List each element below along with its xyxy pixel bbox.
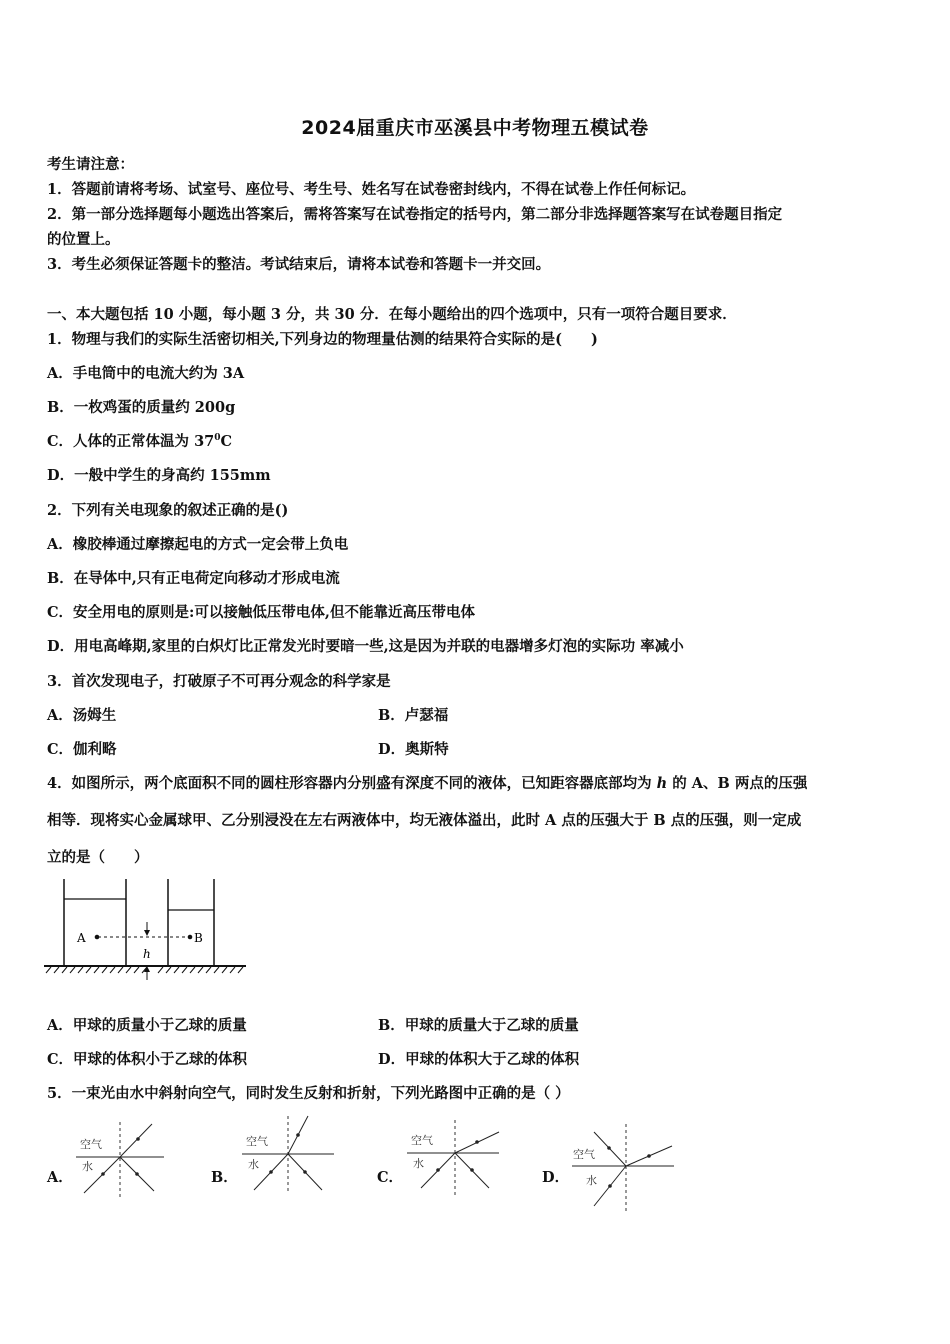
- water-label: 水: [413, 1157, 424, 1170]
- q4-stem-line-2: 相等．现将实心金属球甲、乙分别浸没在左右两液体中，均无液体溢出，此时 A 点的压强大于 B 点的压强，则一定成: [47, 812, 802, 829]
- q4-stem-line-3: 立的是（ ）: [47, 849, 149, 866]
- water-label: 水: [82, 1160, 93, 1173]
- q1-option-a: A．手电筒中的电流大约为 3A: [47, 365, 245, 382]
- q5-option-c-label: C．: [377, 1169, 404, 1186]
- q5-option-b-label: B．: [211, 1169, 238, 1186]
- ray-arrow-dot: [135, 1172, 139, 1176]
- q5-figure-d: [570, 1122, 676, 1214]
- ray-arrow-dot: [269, 1170, 273, 1174]
- q1-option-c-text: C．人体的正常体温为 37: [47, 433, 215, 450]
- h-arrowhead-top: [144, 930, 150, 936]
- point-a-dot: [95, 935, 100, 940]
- ray-arrow-dot: [436, 1168, 440, 1172]
- q1-option-c-sup: 0: [214, 433, 221, 444]
- ray-arrow-dot: [470, 1168, 474, 1172]
- q1-option-c: [47, 430, 232, 451]
- q5-option-d-label: D．: [542, 1169, 570, 1186]
- notice-item-2-cont: 的位置上。: [47, 231, 120, 248]
- ground-hatching: [46, 967, 243, 973]
- q5-figure-a: [74, 1120, 166, 1200]
- q3-option-a: A．汤姆生: [47, 707, 117, 724]
- air-label: 空气: [411, 1134, 433, 1147]
- q2-stem: 2．下列有关电现象的叙述正确的是(): [47, 502, 289, 519]
- section-1-heading: 一、本大题包括 10 小题，每小题 3 分，共 30 分．在每小题给出的四个选项中，只有一项符合题目要求．: [47, 306, 737, 323]
- ray-arrow-dot: [303, 1170, 307, 1174]
- ray-arrow-dot: [136, 1137, 140, 1141]
- q4-option-d: D．甲球的体积大于乙球的体积: [378, 1051, 580, 1068]
- left-container-walls: [64, 879, 126, 966]
- notice-heading: 考生请注意：: [47, 156, 134, 173]
- q1-option-b: B．一枚鸡蛋的质量约 200g: [47, 399, 236, 416]
- q2-option-b: B．在导体中,只有正电荷定向移动才形成电流: [47, 570, 340, 587]
- ray-arrow-dot: [608, 1184, 612, 1188]
- q2-option-a: A．橡胶棒通过摩擦起电的方式一定会带上负电: [47, 536, 349, 553]
- q2-option-c: C．安全用电的原则是:可以接触低压带电体,但不能靠近高压带电体: [47, 604, 475, 621]
- ray-arrow-dot: [296, 1133, 300, 1137]
- q5-option-a-label: A．: [47, 1169, 73, 1186]
- q4-option-a: A．甲球的质量小于乙球的质量: [47, 1017, 247, 1034]
- point-b-dot: [188, 935, 193, 940]
- q5-stem: 5．一束光由水中斜射向空气，同时发生反射和折射，下列光路图中正确的是（ ）: [47, 1085, 570, 1102]
- q3-option-d: D．奥斯特: [378, 741, 449, 758]
- notice-item-2: 2．第一部分选择题每小题选出答案后，需将答案写在试卷指定的括号内，第二部分非选择题答案写在试卷题目指定: [47, 206, 783, 223]
- q3-stem: 3．首次发现电子，打破原子不可再分观念的科学家是: [47, 673, 391, 690]
- air-label: 空气: [246, 1135, 268, 1148]
- ray-arrow-dot: [101, 1172, 105, 1176]
- page-title: 2024届重庆市巫溪县中考物理五模试卷: [301, 117, 649, 139]
- water-label: 水: [586, 1174, 597, 1187]
- notice-item-1: 1．答题前请将考场、试室号、座位号、考生号、姓名写在试卷密封线内，不得在试卷上作任何标记。: [47, 181, 696, 198]
- ray-arrow-dot: [607, 1146, 611, 1150]
- refracted-ray: [120, 1124, 152, 1157]
- right-container-walls: [168, 879, 214, 966]
- q3-option-c: C．伽利略: [47, 741, 117, 758]
- q1-stem: 1．物理与我们的实际生活密切相关,下列身边的物理量估测的结果符合实际的是( ): [47, 331, 598, 348]
- ray-arrow-dot: [475, 1140, 479, 1144]
- air-label: 空气: [573, 1148, 595, 1161]
- q5-figure-c: [405, 1118, 501, 1198]
- q4-stem-line-1: [47, 772, 807, 793]
- q4-option-b: B．甲球的质量大于乙球的质量: [378, 1017, 579, 1034]
- q1-option-d: D．一般中学生的身高约 155mm: [47, 467, 271, 484]
- q2-option-d: D．用电高峰期,家里的白炽灯比正常发光时要暗一些,这是因为并联的电器增多灯泡的实际功 率减小: [47, 638, 684, 655]
- q4-stem-h: h: [656, 775, 668, 792]
- h-label: h: [143, 947, 151, 961]
- notice-item-3: 3．考生必须保证答题卡的整洁。考试结束后，请将本试卷和答题卡一并交回。: [47, 256, 551, 273]
- ray-arrow-dot: [647, 1154, 651, 1158]
- q4-option-c: C．甲球的体积小于乙球的体积: [47, 1051, 248, 1068]
- air-label: 空气: [80, 1138, 102, 1151]
- q4-stem-text-2: 的 A、B 两点的压强: [667, 775, 808, 792]
- water-label: 水: [248, 1158, 259, 1171]
- q4-stem-text-1: 4．如图所示，两个底面积不同的圆柱形容器内分别盛有深度不同的液体，已知距容器底部均为: [47, 775, 657, 792]
- q5-figure-b: [240, 1114, 336, 1194]
- q1-option-c-unit: C: [220, 433, 233, 450]
- point-a-label: A: [77, 931, 86, 945]
- q3-option-b: B．卢瑟福: [378, 707, 449, 724]
- point-b-label: B: [194, 931, 203, 945]
- q4-containers-figure: [40, 874, 250, 984]
